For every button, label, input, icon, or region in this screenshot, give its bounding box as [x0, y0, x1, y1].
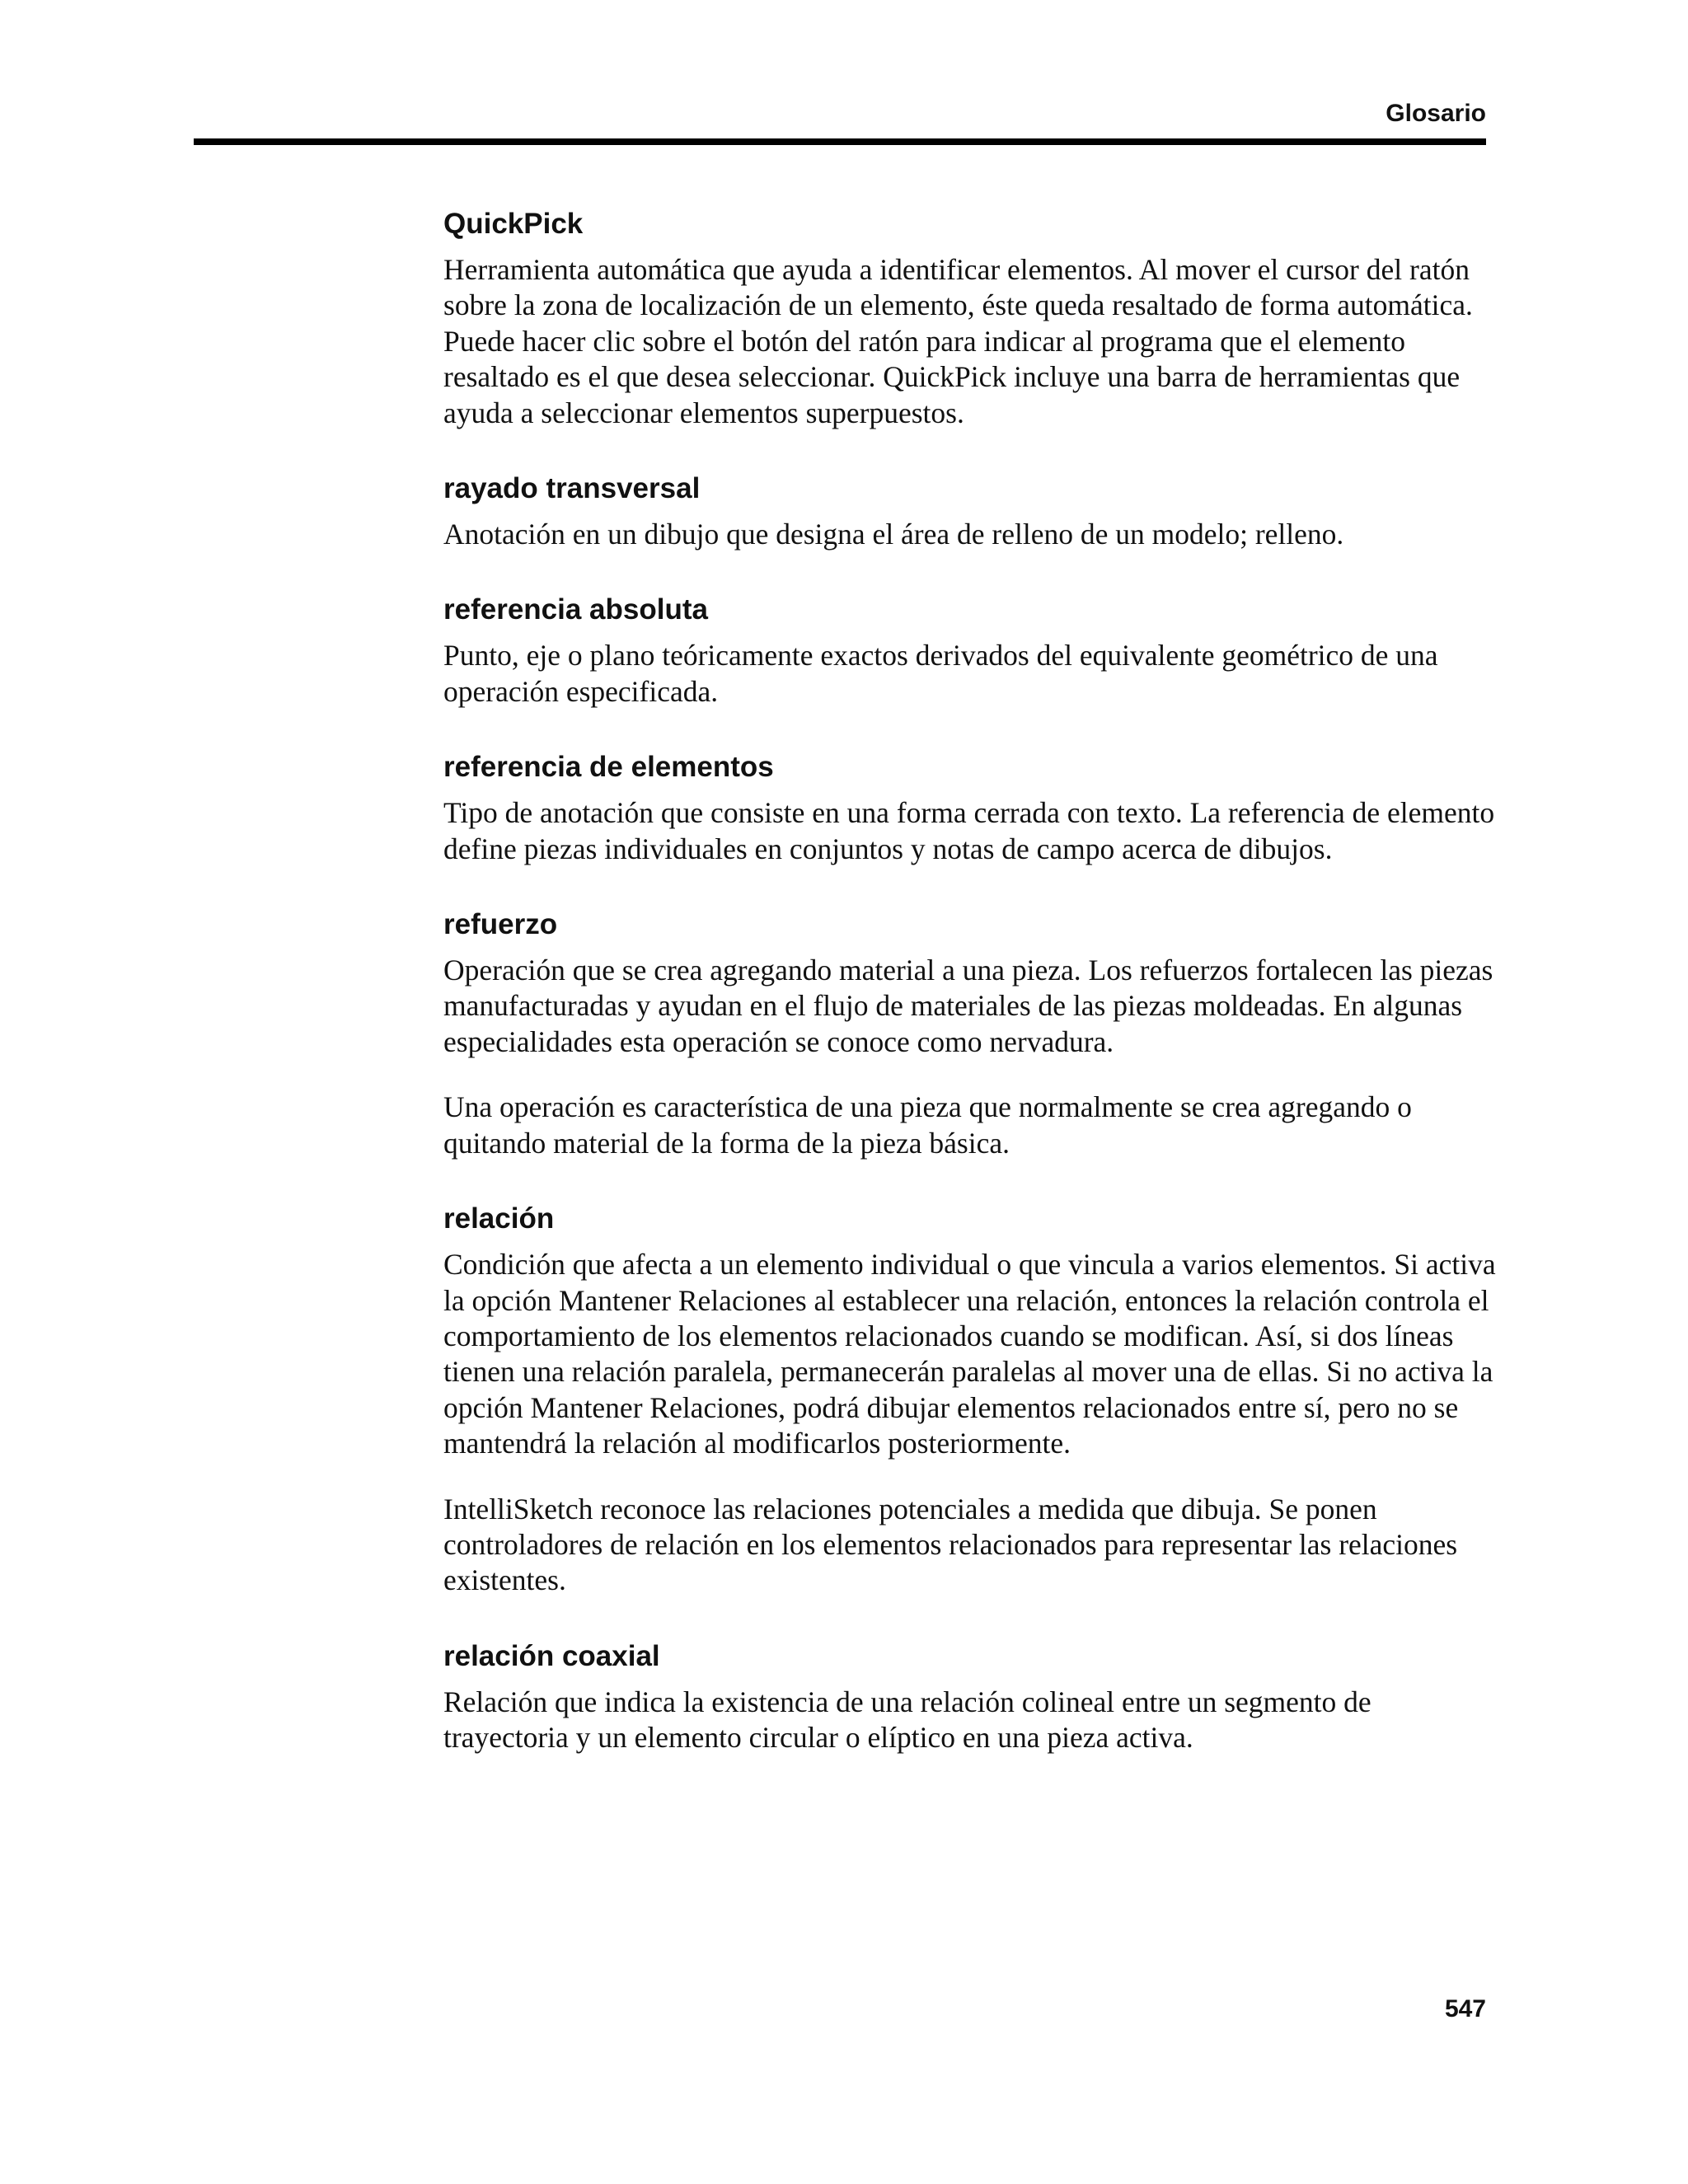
glossary-definition: Condición que afecta a un elemento individual o que vincula a varios elementos. Si activa la opción Mantener Relaciones al establecer una relación, entonces la relación controla el comportamiento de los elementos relacionados cuando se modifican. Así, si dos líneas tienen una relación paralela, permanecerán paralelas al mover una de ellas. Si no activa la opción Mantener Relaciones, podrá dibujar elementos relacionados entre sí, pero no se mantendrá la relación al modificarlos posteriormente.	[443, 1248, 1496, 1460]
glossary-term: referencia absoluta	[443, 593, 708, 626]
glossary-entry-rayado-transversal	[443, 471, 1498, 552]
glossary-entry-referencia-de-elementos	[443, 749, 1498, 867]
glossary-term: relación	[443, 1202, 555, 1235]
glossary-definition: Anotación en un dibujo que designa el área de relleno de un modelo; relleno.	[443, 518, 1344, 551]
glossary-definition: IntelliSketch reconoce las relaciones potenciales a medida que dibuja. Se ponen controladores de relación en los elementos relacionados para representar las relaciones existentes.	[443, 1492, 1458, 1597]
glossary-entry-relacion-coaxial	[443, 1638, 1498, 1756]
glossary-term: relación coaxial	[443, 1639, 660, 1672]
glossary-content	[443, 206, 1498, 1796]
header-rule	[194, 138, 1486, 145]
glossary-entry-referencia-absoluta	[443, 592, 1498, 710]
glossary-definition: Tipo de anotación que consiste en una forma cerrada con texto. La referencia de elemento define piezas individuales en conjuntos y notas de campo acerca de dibujos.	[443, 796, 1495, 865]
glossary-definition: Operación que se crea agregando material a una pieza. Los refuerzos fortalecen las piezas manufacturadas y ayudan en el flujo de materiales de las piezas moldeadas. En algunas especialidades esta operación se conoce como nervadura.	[443, 954, 1493, 1058]
glossary-term: QuickPick	[443, 208, 584, 240]
glossary-term: refuerzo	[443, 908, 558, 941]
page-number: 547	[1444, 1995, 1486, 2022]
glossary-definition: Herramienta automática que ayuda a identificar elementos. Al mover el cursor del ratón sobre la zona de localización de un elemento, éste queda resaltado de forma automática. Puede hacer clic sobre el botón del ratón para indicar al programa que el elemento resaltado es el que desea seleccionar. QuickPick incluye una barra de herramientas que ayuda a seleccionar elementos superpuestos.	[443, 253, 1473, 429]
glossary-entry-refuerzo	[443, 907, 1498, 1161]
glossary-entry-relacion	[443, 1201, 1498, 1599]
running-header-title: Glosario	[1386, 100, 1486, 127]
glossary-definition: Una operación es característica de una pieza que normalmente se crea agregando o quitando material de la forma de la pieza básica.	[443, 1090, 1412, 1160]
glossary-entry-quickpick	[443, 206, 1498, 431]
glossary-term: rayado transversal	[443, 472, 701, 505]
glossary-definition: Punto, eje o plano teóricamente exactos derivados del equivalente geométrico de una operación especificada.	[443, 639, 1438, 708]
glossary-definition: Relación que indica la existencia de una relación colineal entre un segmento de trayectoria y un elemento circular o elíptico en una pieza activa.	[443, 1685, 1372, 1755]
glossary-term: referencia de elementos	[443, 751, 774, 784]
